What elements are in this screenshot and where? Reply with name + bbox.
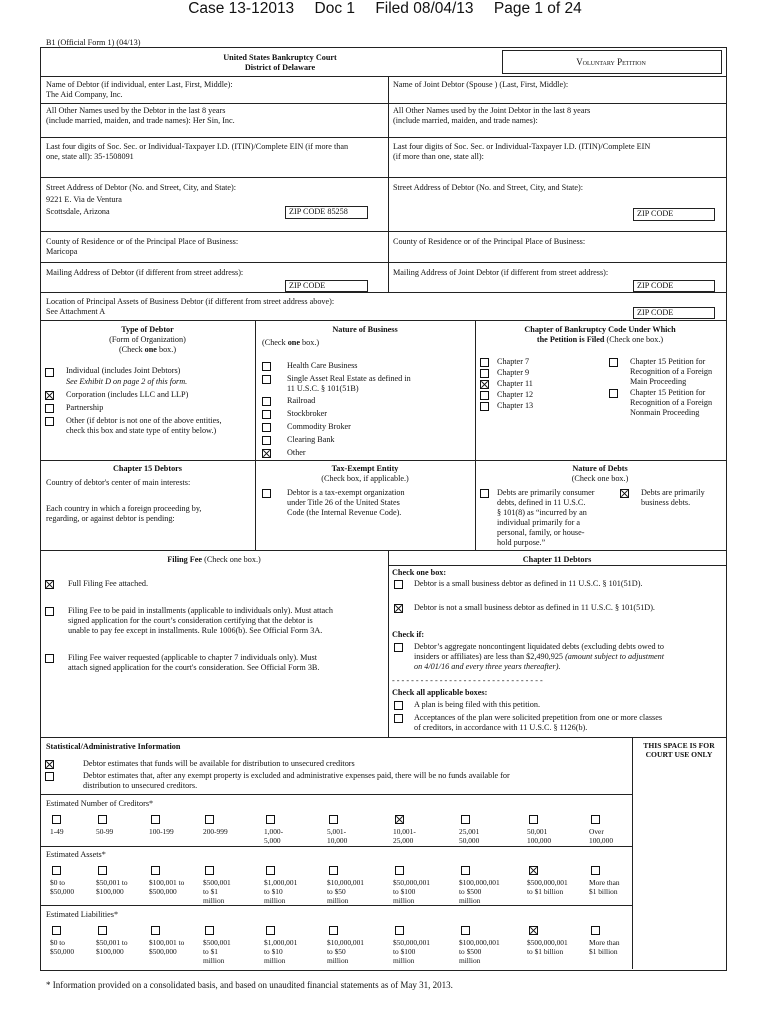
waiver-line-2: attach signed application for the court's consideration. See Official Form 3B. (68, 663, 320, 672)
tax-exempt-title: Tax-Exempt Entity (331, 464, 399, 473)
assets-label: Estimated Assets* (46, 850, 106, 859)
tax-exempt-line-2: under Title 26 of the United States (287, 498, 400, 507)
checkbox-individual[interactable] (45, 368, 54, 377)
checkbox-tax-exempt[interactable] (262, 489, 271, 498)
checkbox-single-asset[interactable] (262, 375, 271, 384)
liabilities-option-2-label: $100,001 to (149, 938, 185, 947)
assets-option-8-checkbox[interactable] (529, 866, 538, 875)
liabilities-option-0-label: $50,000 (50, 947, 75, 956)
creditors-option-8-label: 50,001 (527, 827, 548, 836)
assets-option-3-checkbox[interactable] (205, 866, 214, 875)
liabilities-option-8-checkbox[interactable] (529, 926, 538, 935)
liabilities-option-3-checkbox[interactable] (205, 926, 214, 935)
assets-option-7-label: $100,000,001 (459, 878, 500, 887)
checkbox-partnership[interactable] (45, 404, 54, 413)
label-clearing-bank: Clearing Bank (287, 435, 335, 444)
each-country-label: Each country in which a foreign proceeding by, (46, 504, 202, 513)
liabilities-option-5-label: $10,000,001 (327, 938, 364, 947)
assets-option-7-label: million (459, 896, 481, 905)
doc-number: Doc 1 (314, 0, 355, 17)
label-ch15-main-3: Main Proceeding (630, 377, 687, 386)
assets-option-6-label: to $100 (393, 887, 416, 896)
liabilities-option-2-checkbox[interactable] (151, 926, 160, 935)
assets-option-8-label: to $1 billion (527, 887, 564, 896)
checkbox-other-business[interactable] (262, 449, 271, 458)
checkbox-small-business[interactable] (394, 580, 403, 589)
joint-zip: ZIP CODE (633, 208, 715, 221)
liabilities-option-9-label: More than (589, 938, 620, 947)
stat-title: Statistical/Administrative Information (46, 742, 181, 751)
assets-option-6-checkbox[interactable] (395, 866, 404, 875)
label-other-business: Other (287, 448, 306, 457)
county-label: County of Residence or of the Principal Place of Business: (46, 237, 239, 246)
liabilities-option-0-checkbox[interactable] (52, 926, 61, 935)
label-chapter-9: Chapter 9 (497, 368, 530, 377)
check-all-applicable: Check all applicable boxes: (392, 688, 488, 697)
petition-title: Voluntary Petition (576, 57, 646, 67)
creditors-option-2-checkbox[interactable] (151, 815, 160, 824)
tax-exempt-line-3: Code (the Internal Revenue Code). (287, 508, 402, 517)
assets-option-4-label: million (264, 896, 286, 905)
checkbox-commodity-broker[interactable] (262, 423, 271, 432)
assets-option-6-label: $50,000,001 (393, 878, 430, 887)
chapter15-title: Chapter 15 Debtors (113, 464, 182, 473)
aggregate-line-3: on 4/01/16 and every three years thereafter). (414, 662, 561, 671)
consumer-line-1: Debts are primarily consumer (497, 488, 595, 497)
liabilities-option-4-label: $1,000,001 (264, 938, 298, 947)
joint-name-label: Name of Joint Debtor (Spouse ) (Last, First, Middle): (393, 80, 569, 89)
location-label: Location of Principal Assets of Business Debtor (if different from street address above): (46, 297, 335, 306)
joint-mailing-zip: ZIP CODE (633, 280, 715, 292)
check-if: Check if: (392, 630, 425, 639)
checkbox-acceptances[interactable] (394, 714, 403, 723)
other-names: Her Sin, Inc. (192, 116, 235, 125)
chapter-title: Chapter of Bankruptcy Code Under Which (524, 325, 676, 334)
label-ch15-nonmain-1: Chapter 15 Petition for (630, 388, 706, 397)
assets-option-7-label: to $500 (459, 887, 482, 896)
liabilities-option-1-label: $100,000 (96, 947, 124, 956)
label-ch15-main-2: Recognition of a Foreign (630, 367, 713, 376)
assets-option-4-label: to $10 (264, 887, 283, 896)
case-number: Case 13-12013 (188, 0, 295, 17)
assets-option-2-label: $100,001 to (149, 878, 185, 887)
liabilities-label: Estimated Liabilities* (46, 910, 119, 919)
creditors-option-9-checkbox[interactable] (591, 815, 600, 824)
assets-option-4-label: $1,000,001 (264, 878, 298, 887)
debtor-name: The Aid Company, Inc. (46, 90, 123, 99)
assets-option-1-label: $50,001 to (96, 878, 128, 887)
installments-line-3: unable to pay fee except in installments. Rule 1006(b). See Official Form 3A. (68, 626, 323, 635)
street-line-1: 9221 E. Via de Ventura (46, 195, 122, 204)
checkbox-chapter-12[interactable] (480, 391, 489, 400)
assets-option-2-checkbox[interactable] (151, 866, 160, 875)
type-of-debtor-sub: (Form of Organization) (109, 335, 186, 344)
joint-county-label: County of Residence or of the Principal Place of Business: (393, 237, 586, 246)
waiver-line-1: Filing Fee waiver requested (applicable to chapter 7 individuals only). Must (68, 653, 317, 662)
label-railroad: Railroad (287, 396, 316, 405)
checkbox-chapter-11[interactable] (480, 380, 489, 389)
assets-option-3-label: $500,001 (203, 878, 231, 887)
no-funds-line-2: distribution to unsecured creditors. (83, 781, 198, 790)
ein-label-2: one, state all): (46, 152, 93, 161)
aggregate-line-1: Debtor’s aggregate noncontingent liquidated debts (excluding debts owed to (414, 642, 664, 651)
checkbox-stockbroker[interactable] (262, 410, 271, 419)
other-names-label: All Other Names used by the Debtor in the last 8 years (46, 106, 226, 115)
aggregate-line-2: insiders or affiliates) are less than $2,490,925 (414, 652, 566, 661)
checkbox-full-filing-fee[interactable] (45, 580, 54, 589)
joint-other-names-label-2: (include married, maiden, and trade names): (393, 116, 538, 125)
liabilities-option-1-label: $50,001 to (96, 938, 128, 947)
mailing-zip: ZIP CODE (285, 280, 368, 292)
label-chapter-11: Chapter 11 (497, 379, 533, 388)
label-chapter-7: Chapter 7 (497, 357, 530, 366)
checkbox-consumer-debts[interactable] (480, 489, 489, 498)
joint-other-names-label: All Other Names used by the Joint Debtor in the last 8 years (393, 106, 591, 115)
installments-line-2: signed application for the court’s consideration certifying that the debtor is (68, 616, 313, 625)
liabilities-option-3-label: million (203, 956, 225, 965)
joint-ein-label: Last four digits of Soc. Sec. or Individual-Taxpayer I.D. (ITIN)/Complete EIN (393, 142, 651, 151)
liabilities-option-5-label: to $50 (327, 947, 346, 956)
label-not-small-business: Debtor is not a small business debtor as defined in 11 U.S.C. § 101(51D). (414, 603, 655, 612)
creditors-label: Estimated Number of Creditors* (46, 799, 154, 808)
assets-option-6-label: million (393, 896, 415, 905)
acceptances-line-2: of creditors, in accordance with 11 U.S.C. § 1126(b). (414, 723, 588, 732)
form-id: B1 (Official Form 1) (04/13) (46, 38, 141, 47)
liabilities-option-9-label: $1 billion (589, 947, 618, 956)
assets-option-5-checkbox[interactable] (329, 866, 338, 875)
liabilities-option-6-label: to $100 (393, 947, 416, 956)
creditors-option-9-label: Over (589, 827, 604, 836)
assets-option-7-checkbox[interactable] (461, 866, 470, 875)
consumer-line-3: § 101(8) as “incurred by an (497, 508, 587, 517)
creditors-option-5-label: 10,000 (327, 836, 348, 845)
court-name: United States Bankruptcy Court (223, 53, 337, 62)
creditors-option-0-label: 1-49 (50, 827, 64, 836)
aggregate-italic: (amount subject to adjustment (565, 652, 664, 661)
liabilities-option-7-label: to $500 (459, 947, 482, 956)
creditors-option-3-label: 200-999 (203, 827, 228, 836)
creditors-option-7-label: 50,000 (459, 836, 480, 845)
assets-option-9-label: More than (589, 878, 620, 887)
assets-option-3-label: to $1 (203, 887, 218, 896)
joint-ein-label-2: (if more than one, state all): (393, 152, 484, 161)
assets-option-0-label: $50,000 (50, 887, 75, 896)
dashed-separator: - - - - - - - - - - - - - - - - - - - - - - - - - - - - - - - - (392, 676, 543, 685)
creditors-option-2-label: 100-199 (149, 827, 174, 836)
page-number: Page 1 of 24 (493, 0, 582, 17)
liabilities-option-7-label: million (459, 956, 481, 965)
each-country-label-2: regarding, or against debtor is pending: (46, 514, 175, 523)
checkbox-business-debts[interactable] (620, 489, 629, 498)
checkbox-fee-waiver[interactable] (45, 654, 54, 663)
country-label: Country of debtor's center of main interests: (46, 478, 191, 487)
liabilities-option-6-checkbox[interactable] (395, 926, 404, 935)
liabilities-option-7-checkbox[interactable] (461, 926, 470, 935)
label-stockbroker: Stockbroker (287, 409, 328, 418)
creditors-option-8-checkbox[interactable] (529, 815, 538, 824)
liabilities-option-3-label: $500,001 (203, 938, 231, 947)
filing-fee-title: Filing Fee (167, 555, 203, 564)
label-plan-filed: A plan is being filed with this petition. (414, 700, 540, 709)
label-ch15-nonmain-2: Recognition of a Foreign (630, 398, 713, 407)
label-small-business: Debtor is a small business debtor as defined in 11 U.S.C. § 101(51D). (414, 579, 643, 588)
label-partnership: Partnership (66, 403, 104, 412)
label-full-filing-fee: Full Filing Fee attached. (68, 579, 149, 588)
creditors-option-7-checkbox[interactable] (461, 815, 470, 824)
checkbox-installments[interactable] (45, 607, 54, 616)
checkbox-health-care[interactable] (262, 362, 271, 371)
checkbox-railroad[interactable] (262, 397, 271, 406)
other-names-label-2: (include married, maiden, and trade names): (46, 116, 191, 125)
debtor-name-label: Name of Debtor (if individual, enter Last, First, Middle): (46, 80, 233, 89)
creditors-option-0-checkbox[interactable] (52, 815, 61, 824)
checkbox-chapter-15-nonmain[interactable] (609, 389, 618, 398)
creditors-option-4-label: 1,000- (264, 827, 284, 836)
location-value: See Attachment A (46, 307, 106, 316)
label-chapter-13: Chapter 13 (497, 401, 534, 410)
footnote: * Information provided on a consolidated basis, and based on unaudited financial statements as of May 31, 2013. (46, 980, 453, 990)
creditors-option-6-checkbox[interactable] (395, 815, 404, 824)
assets-option-9-checkbox[interactable] (591, 866, 600, 875)
filed-date: Filed 08/04/13 (375, 0, 474, 17)
liabilities-option-2-label: $500,000 (149, 947, 177, 956)
assets-option-9-label: $1 billion (589, 887, 618, 896)
street-line-2: Scottsdale, Arizona (46, 207, 110, 216)
tax-exempt-sub: (Check box, if applicable.) (321, 474, 409, 483)
assets-option-1-checkbox[interactable] (98, 866, 107, 875)
checkbox-chapter-9[interactable] (480, 369, 489, 378)
court-district: District of Delaware (244, 63, 316, 72)
court-use-1: THIS SPACE IS FOR (643, 741, 715, 750)
acceptances-line-1: Acceptances of the plan were solicited prepetition from one or more classes (414, 713, 663, 722)
liabilities-option-4-label: million (264, 956, 286, 965)
assets-option-4-checkbox[interactable] (266, 866, 275, 875)
checkbox-chapter-13[interactable] (480, 402, 489, 411)
consumer-line-5: personal, family, or house- (497, 528, 585, 537)
debtor-zip: ZIP CODE 85258 (285, 206, 368, 219)
label-individual: Individual (includes Joint Debtors) (66, 366, 181, 375)
case-header (0, 0, 770, 18)
creditors-option-4-label: 5,000 (264, 836, 281, 845)
creditors-option-8-label: 100,000 (527, 836, 552, 845)
checkbox-not-small-business[interactable] (394, 604, 403, 613)
assets-option-8-label: $500,000,001 (527, 878, 568, 887)
label-ch15-nonmain-3: Nonmain Proceeding (630, 408, 700, 417)
liabilities-option-6-label: million (393, 956, 415, 965)
label-ch15-main-1: Chapter 15 Petition for (630, 357, 706, 366)
checkbox-aggregate-debts[interactable] (394, 643, 403, 652)
assets-option-5-label: million (327, 896, 349, 905)
liabilities-option-0-label: $0 to (50, 938, 65, 947)
creditors-option-5-label: 5,001- (327, 827, 347, 836)
liabilities-option-3-label: to $1 (203, 947, 218, 956)
label-other-entity: Other (if debtor is not one of the above entities, (66, 416, 222, 425)
check-one-box: Check one box: (392, 568, 447, 577)
creditors-option-6-label: 10,001- (393, 827, 416, 836)
creditors-option-4-checkbox[interactable] (266, 815, 275, 824)
creditors-option-6-label: 25,000 (393, 836, 414, 845)
checkbox-funds-available[interactable] (45, 760, 54, 769)
type-of-debtor-title: Type of Debtor (121, 325, 174, 334)
creditors-option-3-checkbox[interactable] (205, 815, 214, 824)
label-chapter-12: Chapter 12 (497, 390, 534, 399)
label-health-care: Health Care Business (287, 361, 358, 370)
checkbox-chapter-7[interactable] (480, 358, 489, 367)
ein-value: 35-1508091 (94, 152, 134, 161)
checkbox-plan-filed[interactable] (394, 701, 403, 710)
liabilities-option-6-label: $50,000,001 (393, 938, 430, 947)
assets-option-5-label: to $50 (327, 887, 346, 896)
liabilities-option-5-checkbox[interactable] (329, 926, 338, 935)
liabilities-option-1-checkbox[interactable] (98, 926, 107, 935)
nature-of-business-title: Nature of Business (332, 325, 398, 334)
checkbox-no-funds[interactable] (45, 772, 54, 781)
installments-line-1: Filing Fee to be paid in installments (applicable to individuals only). Must attach (68, 606, 333, 615)
creditors-option-1-checkbox[interactable] (98, 815, 107, 824)
creditors-option-7-label: 25,001 (459, 827, 480, 836)
business-debts-line-2: business debts. (641, 498, 691, 507)
liabilities-option-8-label: to $1 billion (527, 947, 564, 956)
label-single-asset: Single Asset Real Estate as defined in (287, 374, 411, 383)
assets-option-2-label: $500,000 (149, 887, 177, 896)
nature-of-debts-title: Nature of Debts (572, 464, 628, 473)
liabilities-option-4-checkbox[interactable] (266, 926, 275, 935)
assets-option-5-label: $10,000,001 (327, 878, 364, 887)
assets-option-3-label: million (203, 896, 225, 905)
consumer-line-6: hold purpose.” (497, 538, 546, 547)
county-value: Maricopa (46, 247, 78, 256)
mailing-label: Mailing Address of Debtor (if different from street address): (46, 268, 244, 277)
liabilities-option-9-checkbox[interactable] (591, 926, 600, 935)
joint-mailing-label: Mailing Address of Joint Debtor (if different from street address): (393, 268, 609, 277)
liabilities-option-5-label: million (327, 956, 349, 965)
note-exhibit-d: See Exhibit D on page 2 of this form. (66, 377, 188, 386)
street-label: Street Address of Debtor (No. and Street, City, and State): (46, 183, 237, 192)
assets-option-0-label: $0 to (50, 878, 65, 887)
assets-option-0-checkbox[interactable] (52, 866, 61, 875)
tax-exempt-line-1: Debtor is a tax-exempt organization (287, 488, 405, 497)
checkbox-other-entity[interactable] (45, 417, 54, 426)
checkbox-chapter-15-main[interactable] (609, 358, 618, 367)
creditors-option-1-label: 50-99 (96, 827, 114, 836)
chapter11-title: Chapter 11 Debtors (522, 555, 592, 564)
nature-of-debts-sub: (Check one box.) (571, 474, 629, 483)
liabilities-option-8-label: $500,000,001 (527, 938, 568, 947)
liabilities-option-4-label: to $10 (264, 947, 283, 956)
label-funds-available: Debtor estimates that funds will be available for distribution to unsecured creditors (83, 759, 355, 768)
no-funds-line-1: Debtor estimates that, after any exempt property is excluded and administrative expenses paid, there will be no funds available for (83, 771, 510, 780)
label-corporation: Corporation (includes LLC and LLP) (66, 390, 189, 399)
location-zip: ZIP CODE (633, 307, 715, 319)
label-single-asset-2: 11 U.S.C. § 101(51B) (287, 384, 359, 393)
business-debts-line-1: Debts are primarily (641, 488, 705, 497)
creditors-option-9-label: 100,000 (589, 836, 614, 845)
consumer-line-4: individual primarily for a (497, 518, 580, 527)
court-use-2: COURT USE ONLY (645, 750, 713, 759)
label-other-entity-2: check this box and state type of entity below.) (66, 426, 217, 435)
liabilities-option-7-label: $100,000,001 (459, 938, 500, 947)
label-commodity-broker: Commodity Broker (287, 422, 351, 431)
checkbox-corporation[interactable] (45, 391, 54, 400)
ein-label: Last four digits of Soc. Sec. or Individual-Taxpayer I.D. (ITIN)/Complete EIN (if more than (46, 142, 349, 151)
creditors-option-5-checkbox[interactable] (329, 815, 338, 824)
assets-option-1-label: $100,000 (96, 887, 124, 896)
checkbox-clearing-bank[interactable] (262, 436, 271, 445)
consumer-line-2: debts, defined in 11 U.S.C. (497, 498, 586, 507)
joint-street-label: Street Address of Debtor (No. and Street, City, and State): (393, 183, 584, 192)
